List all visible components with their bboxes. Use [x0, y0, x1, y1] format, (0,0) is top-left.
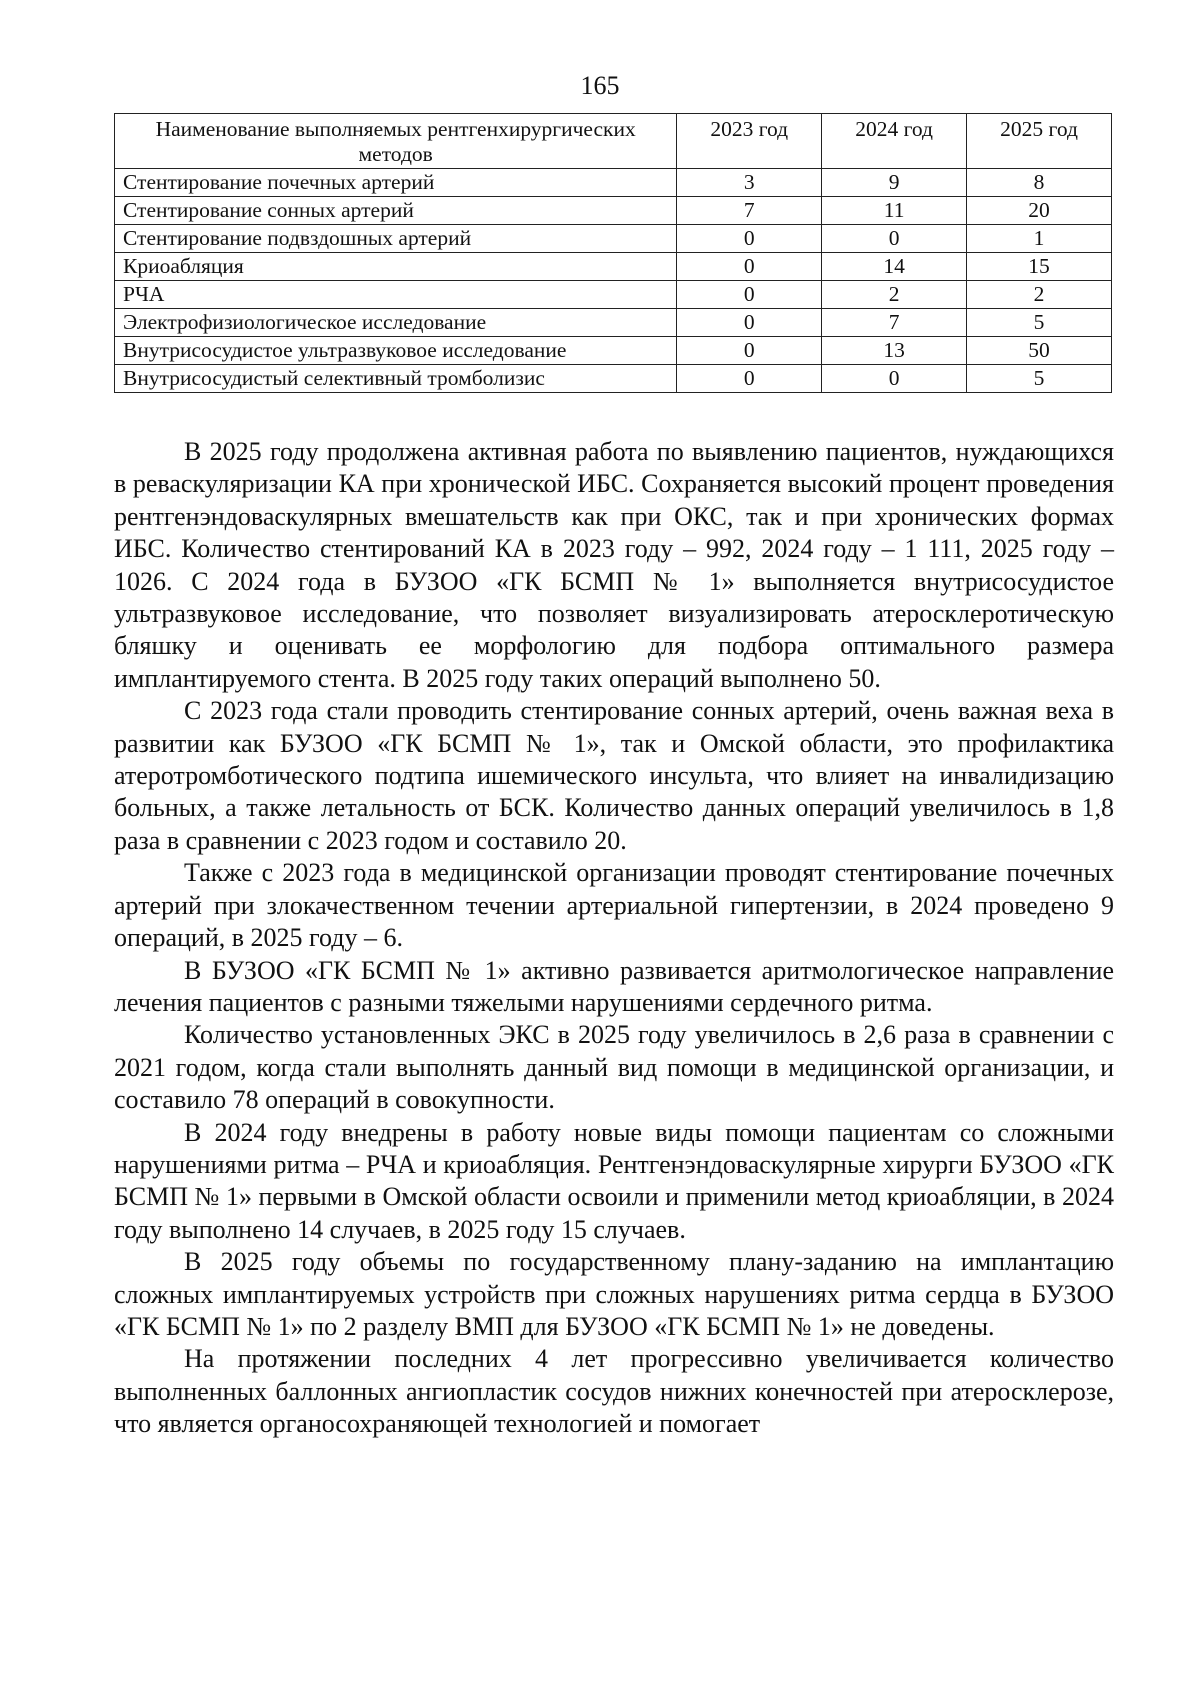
value-2024: 13 — [822, 337, 967, 365]
method-name: РЧА — [115, 281, 677, 309]
table-row — [115, 253, 1112, 281]
value-2023: 0 — [677, 253, 822, 281]
table-row — [115, 225, 1112, 253]
table-row — [115, 309, 1112, 337]
value-2024: 9 — [822, 169, 967, 197]
method-name: Внутрисосудистый селективный тромболизис — [115, 365, 677, 393]
value-2025: 1 — [967, 225, 1112, 253]
table-row — [115, 169, 1112, 197]
value-2024: 7 — [822, 309, 967, 337]
value-2023: 7 — [677, 197, 822, 225]
value-2023: 3 — [677, 169, 822, 197]
value-2024: 14 — [822, 253, 967, 281]
value-2023: 0 — [677, 225, 822, 253]
value-2024: 0 — [822, 365, 967, 393]
paragraph: В БУЗОО «ГК БСМП № 1» активно развивается аритмологическое направление лечения пациентов с разными тяжелыми нарушениями сердечного ритма. — [114, 955, 1114, 1017]
header-year-2025: 2025 год — [967, 114, 1112, 169]
method-name: Стентирование почечных артерий — [115, 169, 677, 197]
method-name: Криоабляция — [115, 253, 677, 281]
value-2025: 5 — [967, 365, 1112, 393]
paragraph: Также с 2023 года в медицинской организации проводят стентирование почечных артерий при злокачественном течении артериальной гипертензии, в 2024 проведено 9 операций, в 2025 году – 6. — [114, 858, 1114, 953]
paragraph: С 2023 года стали проводить стентирование сонных артерий, очень важная веха в развитии как БУЗОО «ГК БСМП № 1», так и Омской области, это профилактика атеротромботического подтипа ишемического инсульта, что влияет на инвалидизацию больных, а также летальность от БСК. Количество данных операций увеличилось в 1,8 раза в сравнении с 2023 годом и составило 20. — [114, 696, 1114, 855]
procedures-table — [114, 113, 1112, 393]
header-year-2024: 2024 год — [822, 114, 967, 169]
value-2025: 20 — [967, 197, 1112, 225]
value-2025: 2 — [967, 281, 1112, 309]
paragraph: На протяжении последних 4 лет прогрессивно увеличивается количество выполненных баллонных ангиопластик сосудов нижних конечностей при атеросклерозе, что является органосохраняющей технологией и помогает — [114, 1344, 1114, 1439]
body-text — [114, 436, 1114, 1441]
method-name: Электрофизиологическое исследование — [115, 309, 677, 337]
table-row — [115, 337, 1112, 365]
value-2024: 11 — [822, 197, 967, 225]
table-row — [115, 365, 1112, 393]
header-method-name: Наименование выполняемых рентгенхирургических методов — [115, 114, 677, 169]
paragraph: Количество установленных ЭКС в 2025 году увеличилось в 2,6 раза в сравнении с 2021 годом, когда стали выполнять данный вид помощи в медицинской организации, и составило 78 операций в совокупности. — [114, 1020, 1114, 1115]
method-name: Внутрисосудистое ультразвуковое исследование — [115, 337, 677, 365]
method-name: Стентирование подвздошных артерий — [115, 225, 677, 253]
value-2025: 8 — [967, 169, 1112, 197]
value-2023: 0 — [677, 365, 822, 393]
value-2024: 0 — [822, 225, 967, 253]
value-2023: 0 — [677, 337, 822, 365]
page-number: 165 — [580, 71, 620, 100]
table-row — [115, 281, 1112, 309]
table-header-row — [115, 114, 1112, 169]
method-name: Стентирование сонных артерий — [115, 197, 677, 225]
value-2023: 0 — [677, 281, 822, 309]
header-year-2023: 2023 год — [677, 114, 822, 169]
value-2025: 50 — [967, 337, 1112, 365]
value-2023: 0 — [677, 309, 822, 337]
paragraph: В 2024 году внедрены в работу новые виды помощи пациентам со сложными нарушениями ритма – РЧА и криоабляция. Рентгенэндоваскулярные хирурги БУЗОО «ГК БСМП № 1» первыми в Омской области освоили и применили метод криоабляции, в 2024 году выполнено 14 случаев, в 2025 году 15 случаев. — [114, 1117, 1114, 1244]
value-2024: 2 — [822, 281, 967, 309]
table-row — [115, 197, 1112, 225]
value-2025: 5 — [967, 309, 1112, 337]
paragraph: В 2025 году объемы по государственному плану-заданию на имплантацию сложных имплантируемых устройств при сложных нарушениях ритма сердца в БУЗОО «ГК БСМП № 1» по 2 разделу ВМП для БУЗОО «ГК БСМП № 1» не доведены. — [114, 1247, 1114, 1341]
paragraph: В 2025 году продолжена активная работа по выявлению пациентов, нуждающихся в реваскуляризации КА при хронической ИБС. Сохраняется высокий процент проведения рентгенэндоваскулярных вмешательств как при ОКС, так и при хронических формах ИБС. Количество стентирований КА в 2023 году – 992, 2024 году – 1 111, 2025 году – 1026. С 2024 года в БУЗОО «ГК БСМП № 1» выполняется внутрисосудистое ультразвуковое исследование, что позволяет визуализировать атеросклеротическую бляшку и оценивать ее морфологию для подбора оптимального размера имплантируемого стента. В 2025 году таких операций выполнено 50. — [114, 437, 1114, 693]
value-2025: 15 — [967, 253, 1112, 281]
